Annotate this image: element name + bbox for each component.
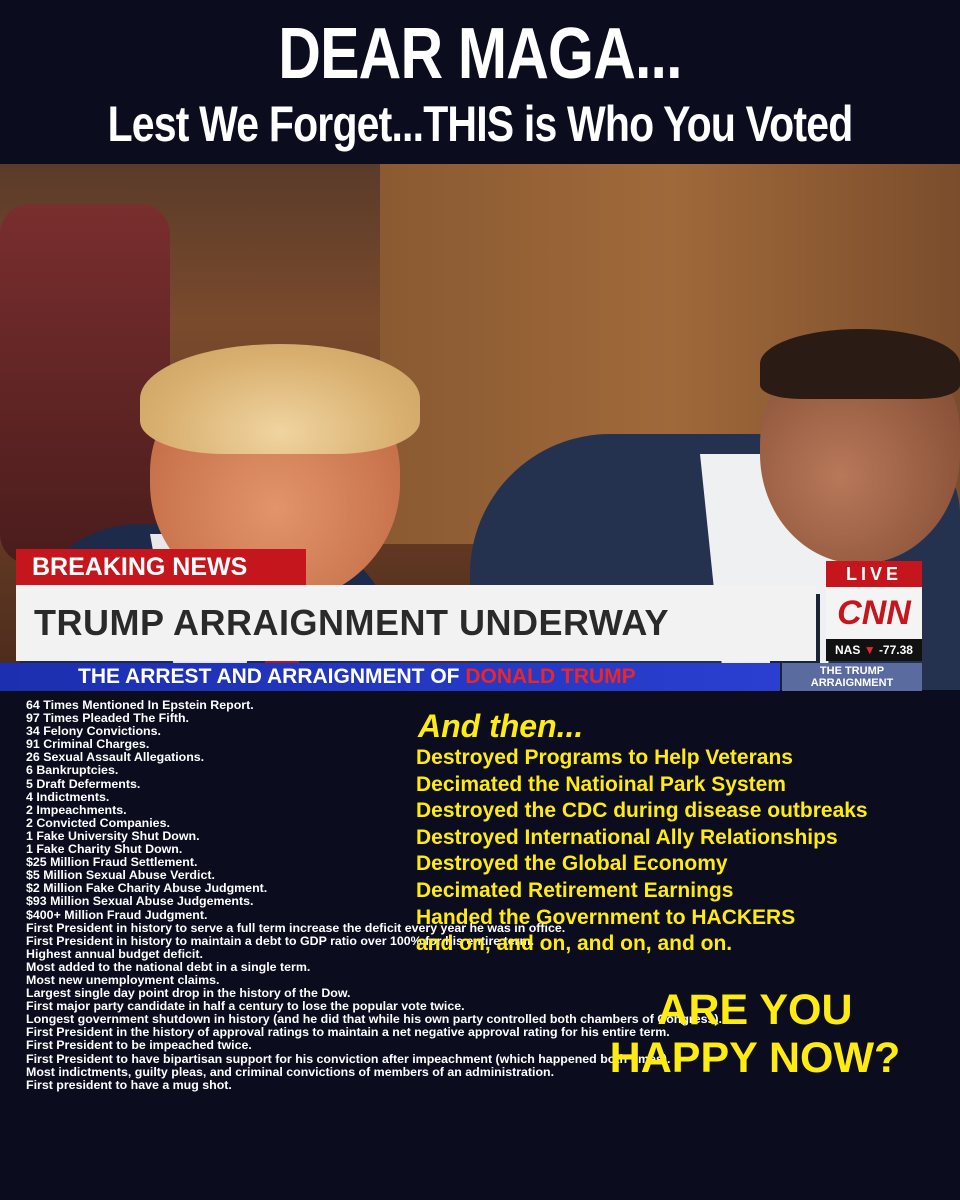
fact-item: 2 Impeachments. bbox=[26, 802, 127, 817]
fact-item: $25 Million Fraud Settlement. bbox=[26, 855, 198, 870]
fact-item: Highest annual budget deficit. bbox=[26, 946, 203, 961]
and-then-item: Decimated the Natioinal Park System bbox=[416, 772, 786, 796]
fact-item: First President in the history of approval ratings to maintain a net negative approval rating for his entire term. bbox=[26, 1025, 670, 1040]
fact-item: 5 Draft Deferments. bbox=[26, 776, 141, 791]
news-ticker bbox=[0, 663, 780, 691]
fact-item: 34 Felony Convictions. bbox=[26, 724, 161, 739]
fact-item: 4 Indictments. bbox=[26, 789, 110, 804]
attorney-hair bbox=[760, 329, 960, 399]
fact-item: Longest government shutdown in history (and he did that while his own party controlled both chambers of Congress). bbox=[26, 1012, 722, 1027]
and-then-item: Handed the Government to HACKERS bbox=[416, 905, 796, 929]
fact-item: 64 Times Mentioned In Epstein Report. bbox=[26, 698, 254, 712]
and-then-item: Destroyed the CDC during disease outbreaks bbox=[416, 799, 868, 823]
fact-item: 6 Bankruptcies. bbox=[26, 763, 119, 778]
fact-item: First President to have bipartisan support for his conviction after impeachment (which happened both times). bbox=[26, 1051, 671, 1066]
fact-item: First President to be impeached twice. bbox=[26, 1038, 252, 1053]
fact-item: $93 Million Sexual Abuse Judgements. bbox=[26, 894, 254, 909]
fact-item: $400+ Million Fraud Judgment. bbox=[26, 907, 208, 922]
live-badge: LIVE bbox=[826, 561, 922, 587]
and-then-heading: And then... bbox=[418, 708, 584, 744]
market-value: -77.38 bbox=[878, 643, 913, 657]
breaking-news-label: BREAKING NEWS bbox=[16, 549, 306, 585]
network-logo: CNN bbox=[826, 587, 922, 639]
and-then-item: Decimated Retirement Earnings bbox=[416, 878, 734, 902]
down-arrow-icon: ▼ bbox=[863, 643, 876, 657]
poster-subtitle: Lest We Forget...THIS is Who You Voted bbox=[107, 96, 853, 152]
fact-item: First President in history to maintain a debt to GDP ratio over 100% for his entire term. bbox=[26, 933, 534, 948]
fact-item: 1 Fake Charity Shut Down. bbox=[26, 842, 183, 857]
fact-item: 26 Sexual Assault Allegations. bbox=[26, 750, 205, 765]
fact-item: Largest single day point drop in the history of the Dow. bbox=[26, 986, 351, 1001]
fact-item: First president to have a mug shot. bbox=[26, 1077, 232, 1092]
fact-item: 1 Fake University Shut Down. bbox=[26, 828, 200, 843]
closing-line-1: ARE YOU bbox=[657, 986, 853, 1034]
and-then-item: Destroyed International Ally Relationships bbox=[416, 825, 838, 849]
poster-header bbox=[0, 0, 960, 162]
fact-item: Most added to the national debt in a single term. bbox=[26, 959, 311, 974]
ticker-side-line2: ARRAIGNMENT bbox=[810, 677, 894, 689]
poster-title: DEAR MAGA... bbox=[278, 14, 682, 94]
market-index: NAS bbox=[835, 643, 861, 657]
defendant-hair bbox=[140, 344, 420, 454]
closing-line-2: HAPPY NOW? bbox=[609, 1034, 901, 1082]
fact-item: First President in history to serve a full term increase the deficit every year he was in office. bbox=[26, 920, 566, 935]
closing-question bbox=[580, 986, 930, 1082]
fact-item: First major party candidate in half a century to lose the popular vote twice. bbox=[26, 999, 465, 1014]
fact-item: 2 Convicted Companies. bbox=[26, 815, 170, 830]
and-then-item: Destroyed the Global Economy bbox=[416, 852, 728, 876]
fact-item: $5 Million Sexual Abuse Verdict. bbox=[26, 868, 215, 883]
and-then-item: and on, and on, and on, and on. bbox=[416, 932, 733, 956]
and-then-item: Destroyed Programs to Help Veterans bbox=[416, 746, 793, 769]
ticker-side-line1: THE TRUMP bbox=[819, 665, 885, 677]
and-then-list bbox=[416, 745, 868, 958]
fact-item: $2 Million Fake Charity Abuse Judgment. bbox=[26, 881, 268, 896]
market-ticker bbox=[826, 639, 922, 661]
fact-item: Most indictments, guilty pleas, and criminal convictions of members of an administration. bbox=[26, 1064, 555, 1079]
ticker-text: THE ARREST AND ARRAIGNMENT OF bbox=[78, 665, 466, 688]
news-headline: TRUMP ARRAIGNMENT UNDERWAY bbox=[16, 585, 816, 661]
fact-item: 91 Criminal Charges. bbox=[26, 737, 150, 752]
fact-item: 97 Times Pleaded The Fifth. bbox=[26, 711, 189, 726]
ticker-side-label bbox=[782, 663, 922, 691]
fact-item: Most new unemployment claims. bbox=[26, 972, 220, 987]
ticker-name: DONALD TRUMP bbox=[465, 665, 636, 688]
